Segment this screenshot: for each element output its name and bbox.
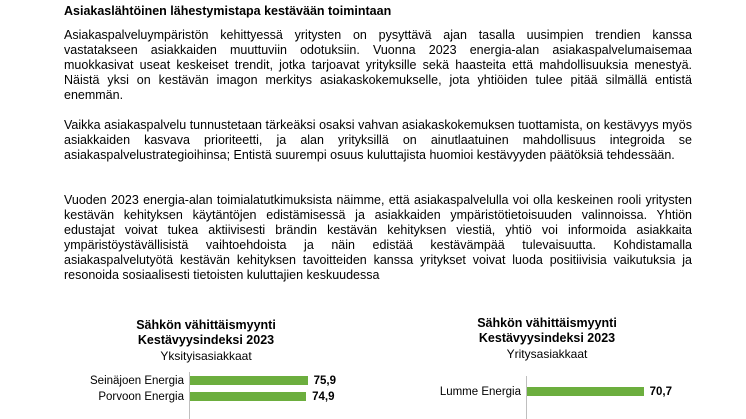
paragraph-1: Asiakaspalveluympäristön kehittyessä yritysten on pysyttävä ajan tasalla uusimpien trendien kanssa vastatakseen asiakkaiden muuttuviin odotuksiin. Vuonna 2023 energia-alan asiakaspalvelumaisemaa muokkasivat useat keskeiset trendit, jotka tarjoavat yrityksille sekä haasteita että mahdollisuuksia menestyä. Näistä yksi on kestävän imagon merkitys asiakaskokemukselle, jota yhtiöiden tulee pitää silmällä entistä enemmän. — [64, 28, 692, 102]
document-title: Asiakaslähtöinen lähestymistapa kestävään toimintaan — [64, 4, 392, 18]
bar — [527, 387, 644, 396]
chart-title-line1: Sähkön vähittäismyynti — [477, 316, 617, 330]
bar — [190, 376, 308, 385]
chart-title-line2: Kestävyysindeksi 2023 — [137, 333, 275, 347]
chart-axis-line — [526, 376, 527, 419]
bar — [190, 392, 306, 401]
chart-title-line1: Sähkön vähittäismyynti — [136, 318, 276, 332]
bar-category-label: Seinäjoen Energia — [90, 375, 184, 387]
chart-subtitle: Yksityisasiakkaat — [160, 349, 252, 363]
bar-value-label: 74,9 — [312, 391, 335, 403]
bar-value-label: 75,9 — [313, 375, 337, 387]
bar-value-label: 70,7 — [649, 386, 673, 398]
chart-subtitle: Yritysasiakkaat — [506, 347, 588, 361]
paragraph-2: Vaikka asiakaspalvelu tunnustetaan tärkeäksi osaksi vahvan asiakaskokemuksen tuottamista, on kestävyys myös asiakkaiden kasvava prioriteetti, ja alan yrityksillä on ainutlaatuinen mahdollisuus integroida se asiakaspalvelustrategioihinsa; Entistä suurempi osuus kuluttajista huomioi kestävyyden päätöksiä tehdessään. — [64, 118, 692, 162]
chart-title-line2: Kestävyysindeksi 2023 — [478, 331, 616, 345]
bar-category-label: Lumme Energia — [439, 386, 521, 398]
paragraph-3: Vuoden 2023 energia-alan toimialatutkimuksista näimme, että asiakaspalvelulla voi olla keskeinen rooli yritysten kestävän kehityksen käytäntöjen edistämisessä ja asiakkaiden ympäristötietoisuuden valinnoissa. Yhtiön edustajat voivat tukea aktiivisesti brändin kestävän kehityksen viestiä, yhtiö voi informoida asiakkaita ympäristöystävällisistä vaihtoehdoista ja näin edistää kestävämpää tulevaisuutta. Kohdistamalla asiakaspalvelutyötä kestävän kehityksen tavoitteiden kanssa yritykset voivat luoda positiivisia vaikutuksia ja resonoida sosiaalisesti tietoisten kuluttajien keskuudessa — [64, 193, 692, 282]
bar-category-label: Porvoon Energia — [98, 391, 184, 403]
